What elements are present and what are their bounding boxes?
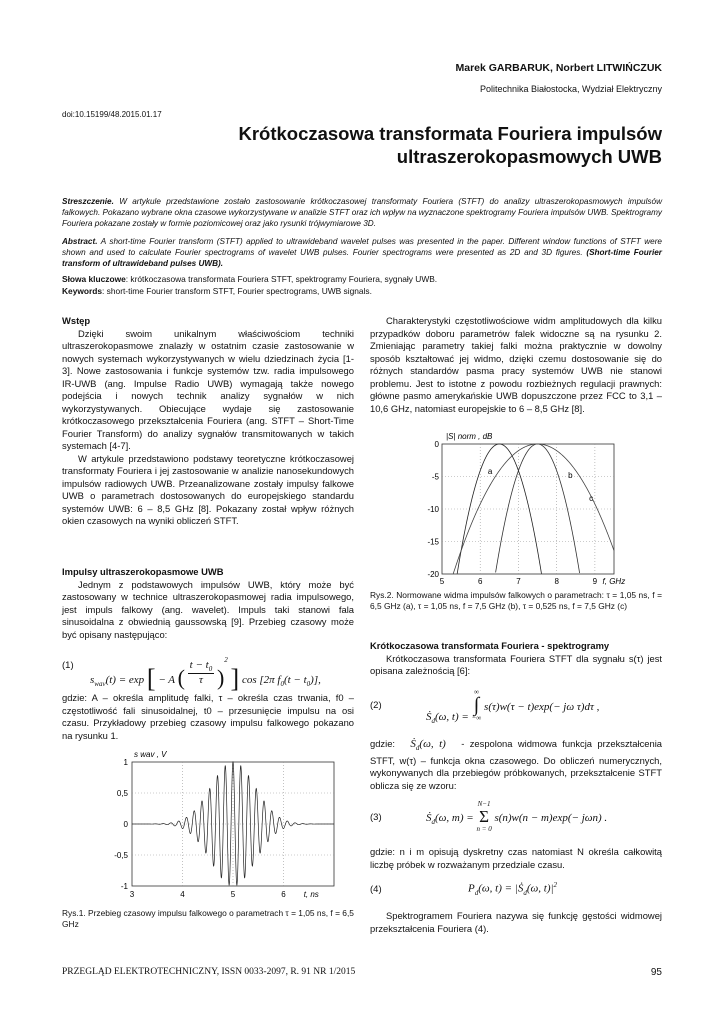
fig2-series-b [496,444,580,573]
stft-where-text: - zespolona widmowa funkcja przekształcenia STFT, w(τ) – funkcja okna czasowego. Do obliczeń numerycznych, wykonywanych dla przebiegów próbkowanych, przekształcenie STFT oblicza się ze wzoru: [370,738,662,791]
authors: Marek GARBARUK, Norbert LITWIŃCZUK [455,62,662,74]
eq1-number: (1) [62,660,74,671]
heading-uwb-pulses: Impulsy ultraszerokopasmowe UWB [62,566,224,577]
uwb-paragraph-2: gdzie: A – określa amplitudę falki, τ – określa czas trwania, f0 – częstotliwość fali sinusoidalnej, t0 – przesunięcie impulsu na osi czasu. Przykładowy przebieg czasowy impulsu falkowego pokazano na rysunku 1. [62,692,354,741]
abstract-pl [62,196,662,229]
fig2-x-tick-label: 9 [592,577,598,586]
figure-2-chart [370,428,662,590]
fig1-y-axis-label: s wav , V [134,750,167,759]
figure-1-caption: Rys.1. Przebieg czasowy impulsu falkowego o parametrach τ = 1,05 ns, f = 6,5 GHz [62,908,354,929]
stft-paragraph-1: Krótkoczasowa transformata Fouriera STFT dla sygnału s(τ) jest opisana zależnością [6]: [370,652,662,676]
stft-paragraph-4: Spektrogramem Fouriera nazywa się funkcję gęstości widmowej przekształcenia Fouriera (4). [370,910,662,934]
page-number: 95 [650,967,662,978]
fig2-frame [442,444,614,574]
keywords-pl-text: : krótkoczasowa transformata Fouriera STFT, spektrogramy Fouriera, sygnały UWB. [125,274,438,284]
fig1-x-tick-label: 3 [129,890,135,899]
fig1-x-tick-label: 6 [281,890,286,899]
fig2-y-tick-label: 0 [434,440,439,449]
fig1-y-tick-label: -0,5 [114,851,128,860]
abstract-en-label: Abstract. [62,237,98,246]
fig1-x-tick-label: 4 [180,890,185,899]
section-intro [62,315,354,528]
fig2-y-axis-label: |S| norm , dB [446,432,493,441]
keywords-pl-label: Słowa kluczowe [62,274,126,284]
heading-intro: Wstęp [62,315,91,326]
fig1-y-tick-label: -1 [120,882,128,891]
uwb-paragraph-1: Jednym z podstawowych impulsów UWB, który może być zastosowany w technice ultraszerokopasmowej radia impulsowego, jest impuls falkowy (ang. wavelet). Impuls taki stanowi fala sinusoidalna z obwiednią gaussowską [9]. Przebieg czasowy może być opisany następująco: [62,578,354,640]
equation-4 [370,878,662,902]
paper-title [142,122,662,168]
abstract-pl-label: Streszczenie. [62,197,114,206]
figure-2-caption: Rys.2. Normowane widma impulsów falkowych o parametrach: τ = 1,05 ns, f = 6,5 GHz (a), τ = 1,05 ns, f = 7,5 GHz (b), τ = 0,525 ns, f = 7,5 GHz (c) [370,590,662,611]
fig2-x-tick-label: 6 [477,577,483,586]
fig1-y-tick-label: 0,5 [116,789,128,798]
stft-symbol: Ṡ$_d$(ω, t) [410,738,446,753]
fig2-y-tick-label: -20 [427,570,439,579]
fig2-series-label: b [568,470,573,480]
title-line-2: ultraszerokopasmowych UWB [396,146,662,167]
keywords-en [62,286,662,298]
affiliation: Politechnika Białostocka, Wydział Elektryczny [480,84,662,94]
doi: doi:10.15199/48.2015.01.17 [62,110,162,119]
heading-stft: Krótkoczasowa transformata Fouriera - spektrogramy [370,640,610,651]
stft-paragraph-2 [370,738,662,792]
section-stft [370,640,662,678]
intro-paragraph-2: W artykule przedstawiono podstawy teoretyczne krótkoczasowej transformaty Fouriera i jej zastosowanie w analizie nanosekundowych impulsów radiowych UWB. Przeanalizowane zostały impulsy falkowe UWB o parametrach dostosowanych do europejskiego standardu systemów UWB: 6 – 8,5 GHz [8]. Pokazany został wpływ różnych okien czasowych na wyniki obliczeń STFT. [62,452,354,526]
fig2-y-tick-label: -15 [427,537,439,547]
eq3-formula: Ṡ$_d$(ω, m) = N−1 Σ n = 0 s(n)w(n − m)exp(− jωn) . [426,800,608,833]
fig2-y-tick-label: -5 [431,472,439,482]
section-uwb [62,566,354,641]
fig2-x-tick-label: 7 [516,577,521,586]
eq4-formula: $P_d(\omega$, t) = |Ṡ$_d$(ω, $t)|^2$ [468,881,558,897]
equation-3 [370,800,662,840]
fig1-y-tick-label: 0 [123,820,128,829]
fig2-series-label: c [589,494,594,504]
keywords-pl [62,274,662,286]
fig2-y-tick-label: -10 [427,505,439,514]
abstract-pl-text: W artykule przedstawione zostało zastosowanie krótkoczasowej transformaty Fouriera (STFT) do analizy ultraszerokopasmowych impulsów falkowych. Pokazano wybrane okna czasowe wykorzystywane w analizie STFT oraz ich wpływ na wyznaczone spektrogramy Fouriera impulsów UWB. Spektrogramy Fouriera pokazane zostały w formie poziomicowej oraz jako rysunki trójwymiarowe 3D. [62,197,662,228]
fig1-y-tick-label: 1 [123,758,128,767]
equation-2 [370,688,662,728]
abstract-en [62,236,662,269]
fig2-x-axis-label: f, GHz [602,577,626,586]
keywords-en-label: Keywords [62,286,103,296]
eq2-formula: Ṡ$_d$(ω, t) = ∞ ∫ −∞ s(τ)w(τ − t)exp(− jω τ)dτ , [426,688,600,725]
stft-where-label: gdzie: [370,738,396,749]
stft-paragraph-3: gdzie: n i m opisują dyskretny czas natomiast N określa całkowitą liczbę próbek w rozważanym przedziale czasu. [370,846,662,870]
eq1-formula: $s_{wav}(t) = \exp$ [ − A ( $\frac{t - t_0}{\tau}$ )$^2$ ] cos [2π $f_0(t - t_0)$], [90,656,321,693]
spectrum-paragraph: Charakterystyki częstotliwościowe widm amplitudowych dla kilku przypadków doboru parametrów falek widoczne są na rysunku 2. Zmieniając parametry takiej falki można praktycznie w dowolny sposób kształtować jej widmo, dzięki czemu dostosowanie się do różnych standardów pasma pracy systemów UWB nie stanowi problemu. Jest to istotne z powodu rozbieżnych regulacji prawnych: główne pasmo amerykańskie UWB dopuszczone przez FCC to 3,1 – 10,6 GHz, natomiast europejskie to 6 – 8,5 GHz [8]. [370,315,662,414]
intro-paragraph-1: Dzięki swoim unikalnym właściwościom techniki ultraszerokopasmowe znalazły w ostatnim czasie zastosowanie w nowych systemach wykorzystywanych w wielu dziedzinach życia [1-3]. Nowe zastosowania i funkcje systemów tzw. radia impulsowego IR-UWB (ang. Impulse Radio UWB) wymagają także nowego podejścia i nowych technik analizy sygnałów w nich wykorzystywanych. Obiecujące wydaje się zastosowanie krótkoczasowego przekształcenia Fouriera (ang. STFT – Short-Time Fourier Transform) do analizy sygnałów transmitowanych w takich systemach [4-7]. [62,327,354,451]
fig2-x-tick-label: 8 [554,577,559,586]
abstract-en-text: A short-time Fourier transform (STFT) applied to ultrawideband wavelet pulses was presented in the paper. Different window functions of STFT were shown and used to calculate Fourier spectrograms of wavelet UWB pulses. Fourier spectrograms were presented as 2D and 3D figures. [62,237,662,257]
figure-1-chart [62,746,354,906]
title-line-1: Krótkoczasowa transformata Fouriera impulsów [238,123,662,144]
eq4-number: (4) [370,884,382,895]
abstract-en-title: (Short-time Fourier transform of ultrawideband pulses UWB). [62,248,662,268]
journal-footer: PRZEGLĄD ELEKTROTECHNICZNY, ISSN 0033-2097, R. 91 NR 1/2015 [62,967,356,977]
eq3-number: (3) [370,812,382,823]
fig2-x-tick-label: 5 [439,577,445,586]
fig1-x-tick-label: 5 [230,890,236,899]
fig2-series-label: a [487,466,493,476]
equation-1 [62,650,354,693]
eq2-number: (2) [370,700,382,711]
fig1-x-axis-label: t, ns [303,890,319,899]
keywords-en-text: : short-time Fourier transform STFT, Fourier spectrograms, UWB signals. [102,286,372,296]
